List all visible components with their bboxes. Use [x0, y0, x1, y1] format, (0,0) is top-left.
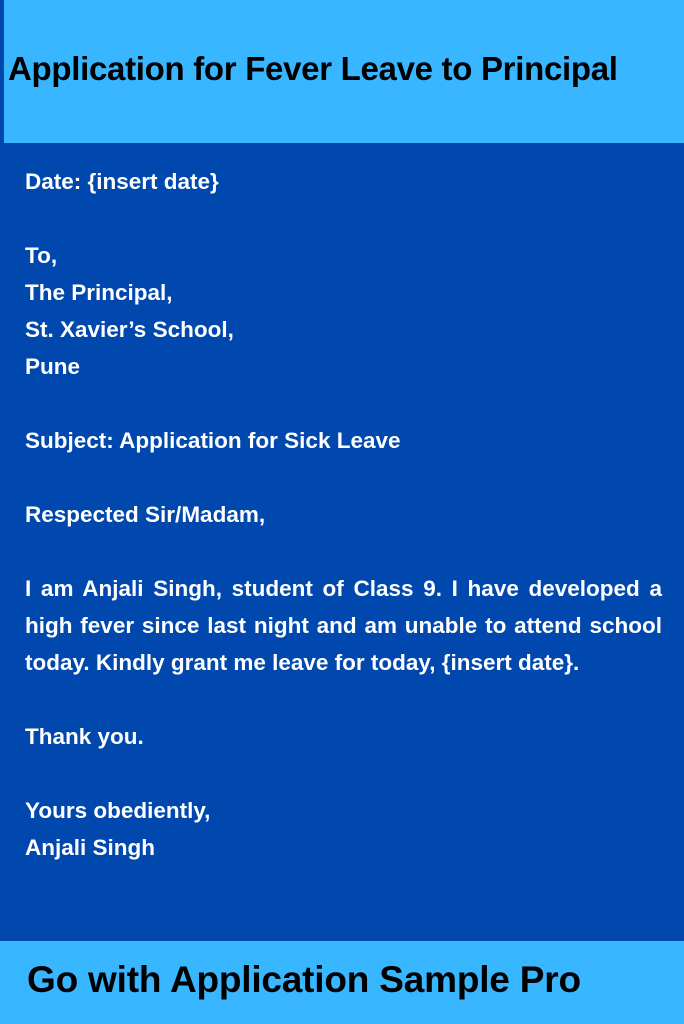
- page-title: Application for Fever Leave to Principal: [8, 50, 618, 87]
- recipient-address: [25, 237, 662, 385]
- letter-salutation: Respected Sir/Madam,: [25, 502, 266, 527]
- spacer: [25, 385, 662, 422]
- header-banner: [0, 0, 684, 143]
- recipient-line: Pune: [25, 354, 81, 379]
- letter-body: I am Anjali Singh, student of Class 9. I have developed a high fever since last night and am unable to attend school today. Kindly grant me leave for today, {insert date}.: [25, 576, 662, 675]
- letter-closing: Yours obediently,: [25, 798, 211, 823]
- footer-brand-text: Go with Application Sample Pro: [27, 959, 581, 1000]
- footer-banner: [0, 941, 684, 1024]
- letter-date: Date: {insert date}: [25, 169, 219, 194]
- spacer: [25, 459, 662, 496]
- recipient-line: St. Xavier’s School,: [25, 317, 234, 342]
- letter-content: [25, 163, 662, 866]
- letter-thanks: Thank you.: [25, 724, 144, 749]
- letter-signature: Anjali Singh: [25, 835, 156, 860]
- recipient-line: The Principal,: [25, 280, 173, 305]
- letter-subject: Subject: Application for Sick Leave: [25, 428, 401, 453]
- spacer: [25, 200, 662, 237]
- recipient-line: To,: [25, 243, 58, 268]
- spacer: [25, 533, 662, 570]
- spacer: [25, 755, 662, 792]
- spacer: [25, 681, 662, 718]
